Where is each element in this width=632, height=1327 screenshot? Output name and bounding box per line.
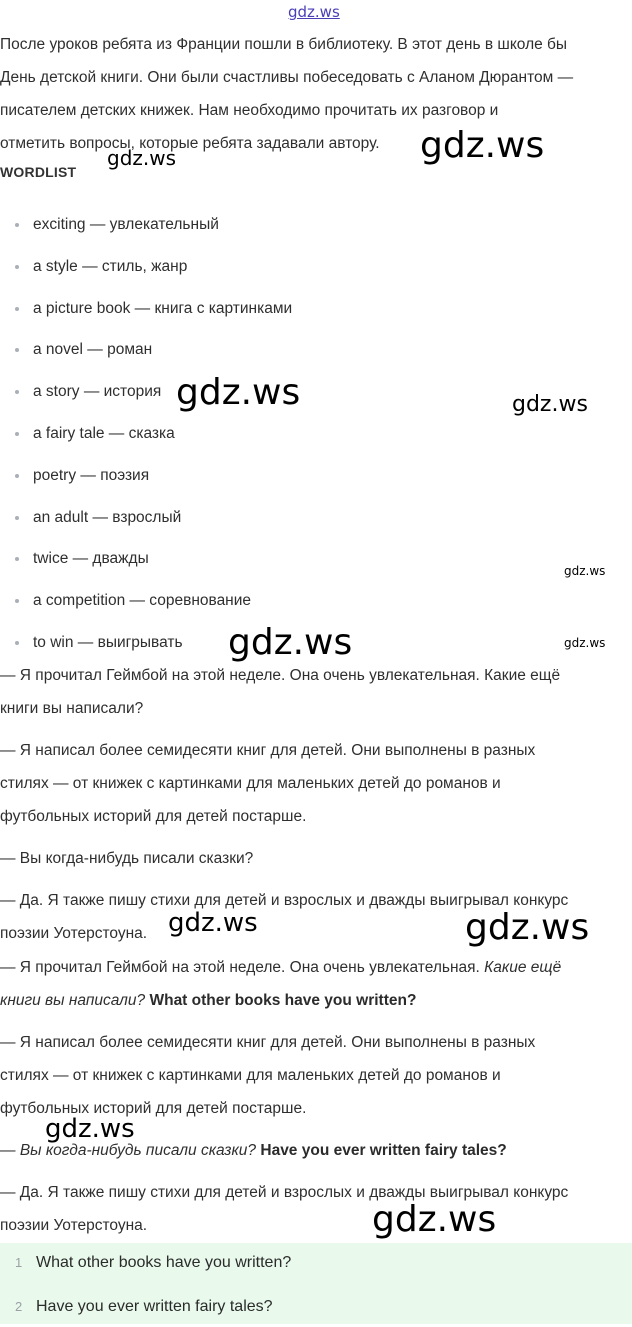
bullet-icon [15,432,19,436]
intro-line-2: День детской книги. Они были счастливы побеседовать с Аланом Дюрантом — [0,69,574,86]
list-item-text: poetry — поэзия [33,466,150,484]
list-item [0,580,620,622]
list-item-text: to win — выигрывать [33,633,183,651]
question-en: What other books have you written? [149,992,417,1009]
question-en: Have you ever written fairy tales? [260,1142,507,1159]
marked-line [0,951,628,985]
answer-number: 2 [15,1299,23,1314]
list-item [0,246,620,288]
intro-line-4: отметить вопросы, которые ребята задавали автору. [0,135,380,152]
bullet-icon [15,390,19,394]
watermark: gdz.ws [564,636,606,650]
bullet-icon [15,599,19,603]
answers-box [0,1243,632,1324]
watermark: gdz.ws [228,622,353,663]
dialogue-line: — Вы когда-нибудь писали сказки? [0,850,254,867]
question-ru: Вы когда-нибудь писали сказки? [19,1142,257,1159]
dialogue-line: стилях — от книжек с картинками для маленьких детей до романов и [0,775,501,792]
marked-line: футбольных историй для детей постарше. [0,1100,307,1117]
bullet-icon [15,557,19,561]
list-item [0,204,620,246]
wordlist-heading: WORDLIST [0,164,77,180]
bullet-icon [15,307,19,311]
list-item-text: a novel — роман [33,341,153,359]
intro-line-3: писателем детских книжек. Нам необходимо прочитать их разговор и [0,102,499,119]
marked-line: стилях — от книжек с картинками для маленьких детей до романов и [0,1067,501,1084]
watermark: gdz.ws [107,146,177,170]
watermark: gdz.ws [420,125,545,166]
intro-line-1: После уроков ребята из Франции пошли в библиотеку. В этот день в школе бы [0,36,568,53]
watermark: gdz.ws [512,392,588,417]
answer-text: What other books have you written? [36,1254,292,1271]
list-item-text: a story — история [33,383,162,401]
plain-text: — [0,1142,16,1159]
bullet-icon [15,265,19,269]
answer-row [0,1243,632,1283]
watermark: gdz.ws [372,1199,497,1240]
bullet-icon [15,474,19,478]
list-item [0,497,620,539]
bullet-icon [15,348,19,352]
dialogue-line: футбольных историй для детей постарше. [0,808,307,825]
bullet-icon [15,516,19,520]
watermark: gdz.ws [564,564,606,578]
question-ru: Какие ещё [484,959,562,976]
list-item-text: a competition — соревнование [33,592,252,610]
dialogue-line: — Да. Я также пишу стихи для детей и взрослых и дважды выигрывал конкурс [0,892,569,909]
watermark: gdz.ws [45,1114,135,1144]
watermark-top[interactable]: gdz.ws [288,3,340,21]
bullet-icon [15,641,19,645]
answer-text: Have you ever written fairy tales? [36,1298,273,1315]
list-item [0,288,620,330]
wordlist [0,204,620,664]
dialogue-line: поэзии Уотерстоуна. [0,925,148,942]
marked-line: — Я написал более семидесяти книг для детей. Они выполнены в разных [0,1034,536,1051]
list-item [0,455,620,497]
list-item-text: a style — стиль, жанр [33,257,188,275]
dialogue-line: книги вы написали? [0,700,144,717]
marked-line [0,984,628,1018]
answer-row [0,1287,632,1327]
list-item-text: exciting — увлекательный [33,216,219,233]
watermark: gdz.ws [465,907,590,948]
watermark: gdz.ws [168,908,258,938]
dialogue-line: — Я прочитал Геймбой на этой неделе. Она очень увлекательная. Какие ещё [0,667,561,684]
dialogue-line: — Я написал более семидесяти книг для детей. Они выполнены в разных [0,742,536,759]
list-item-text: a picture book — книга с картинками [33,299,293,317]
list-item [0,329,620,371]
marked-line: поэзии Уотерстоуна. [0,1217,148,1234]
list-item [0,413,620,455]
list-item-text: twice — дважды [33,550,149,568]
list-item-text: a fairy tale — сказка [33,424,175,442]
watermark: gdz.ws [176,372,301,413]
question-ru: книги вы написали? [0,992,146,1009]
marked-line: — Да. Я также пишу стихи для детей и взрослых и дважды выигрывал конкурс [0,1184,569,1201]
bullet-icon [15,223,19,227]
list-item-text: an adult — взрослый [33,508,182,526]
plain-text: — Я прочитал Геймбой на этой неделе. Она очень увлекательная. [0,959,480,976]
list-item [0,538,620,580]
answer-number: 1 [15,1255,23,1270]
